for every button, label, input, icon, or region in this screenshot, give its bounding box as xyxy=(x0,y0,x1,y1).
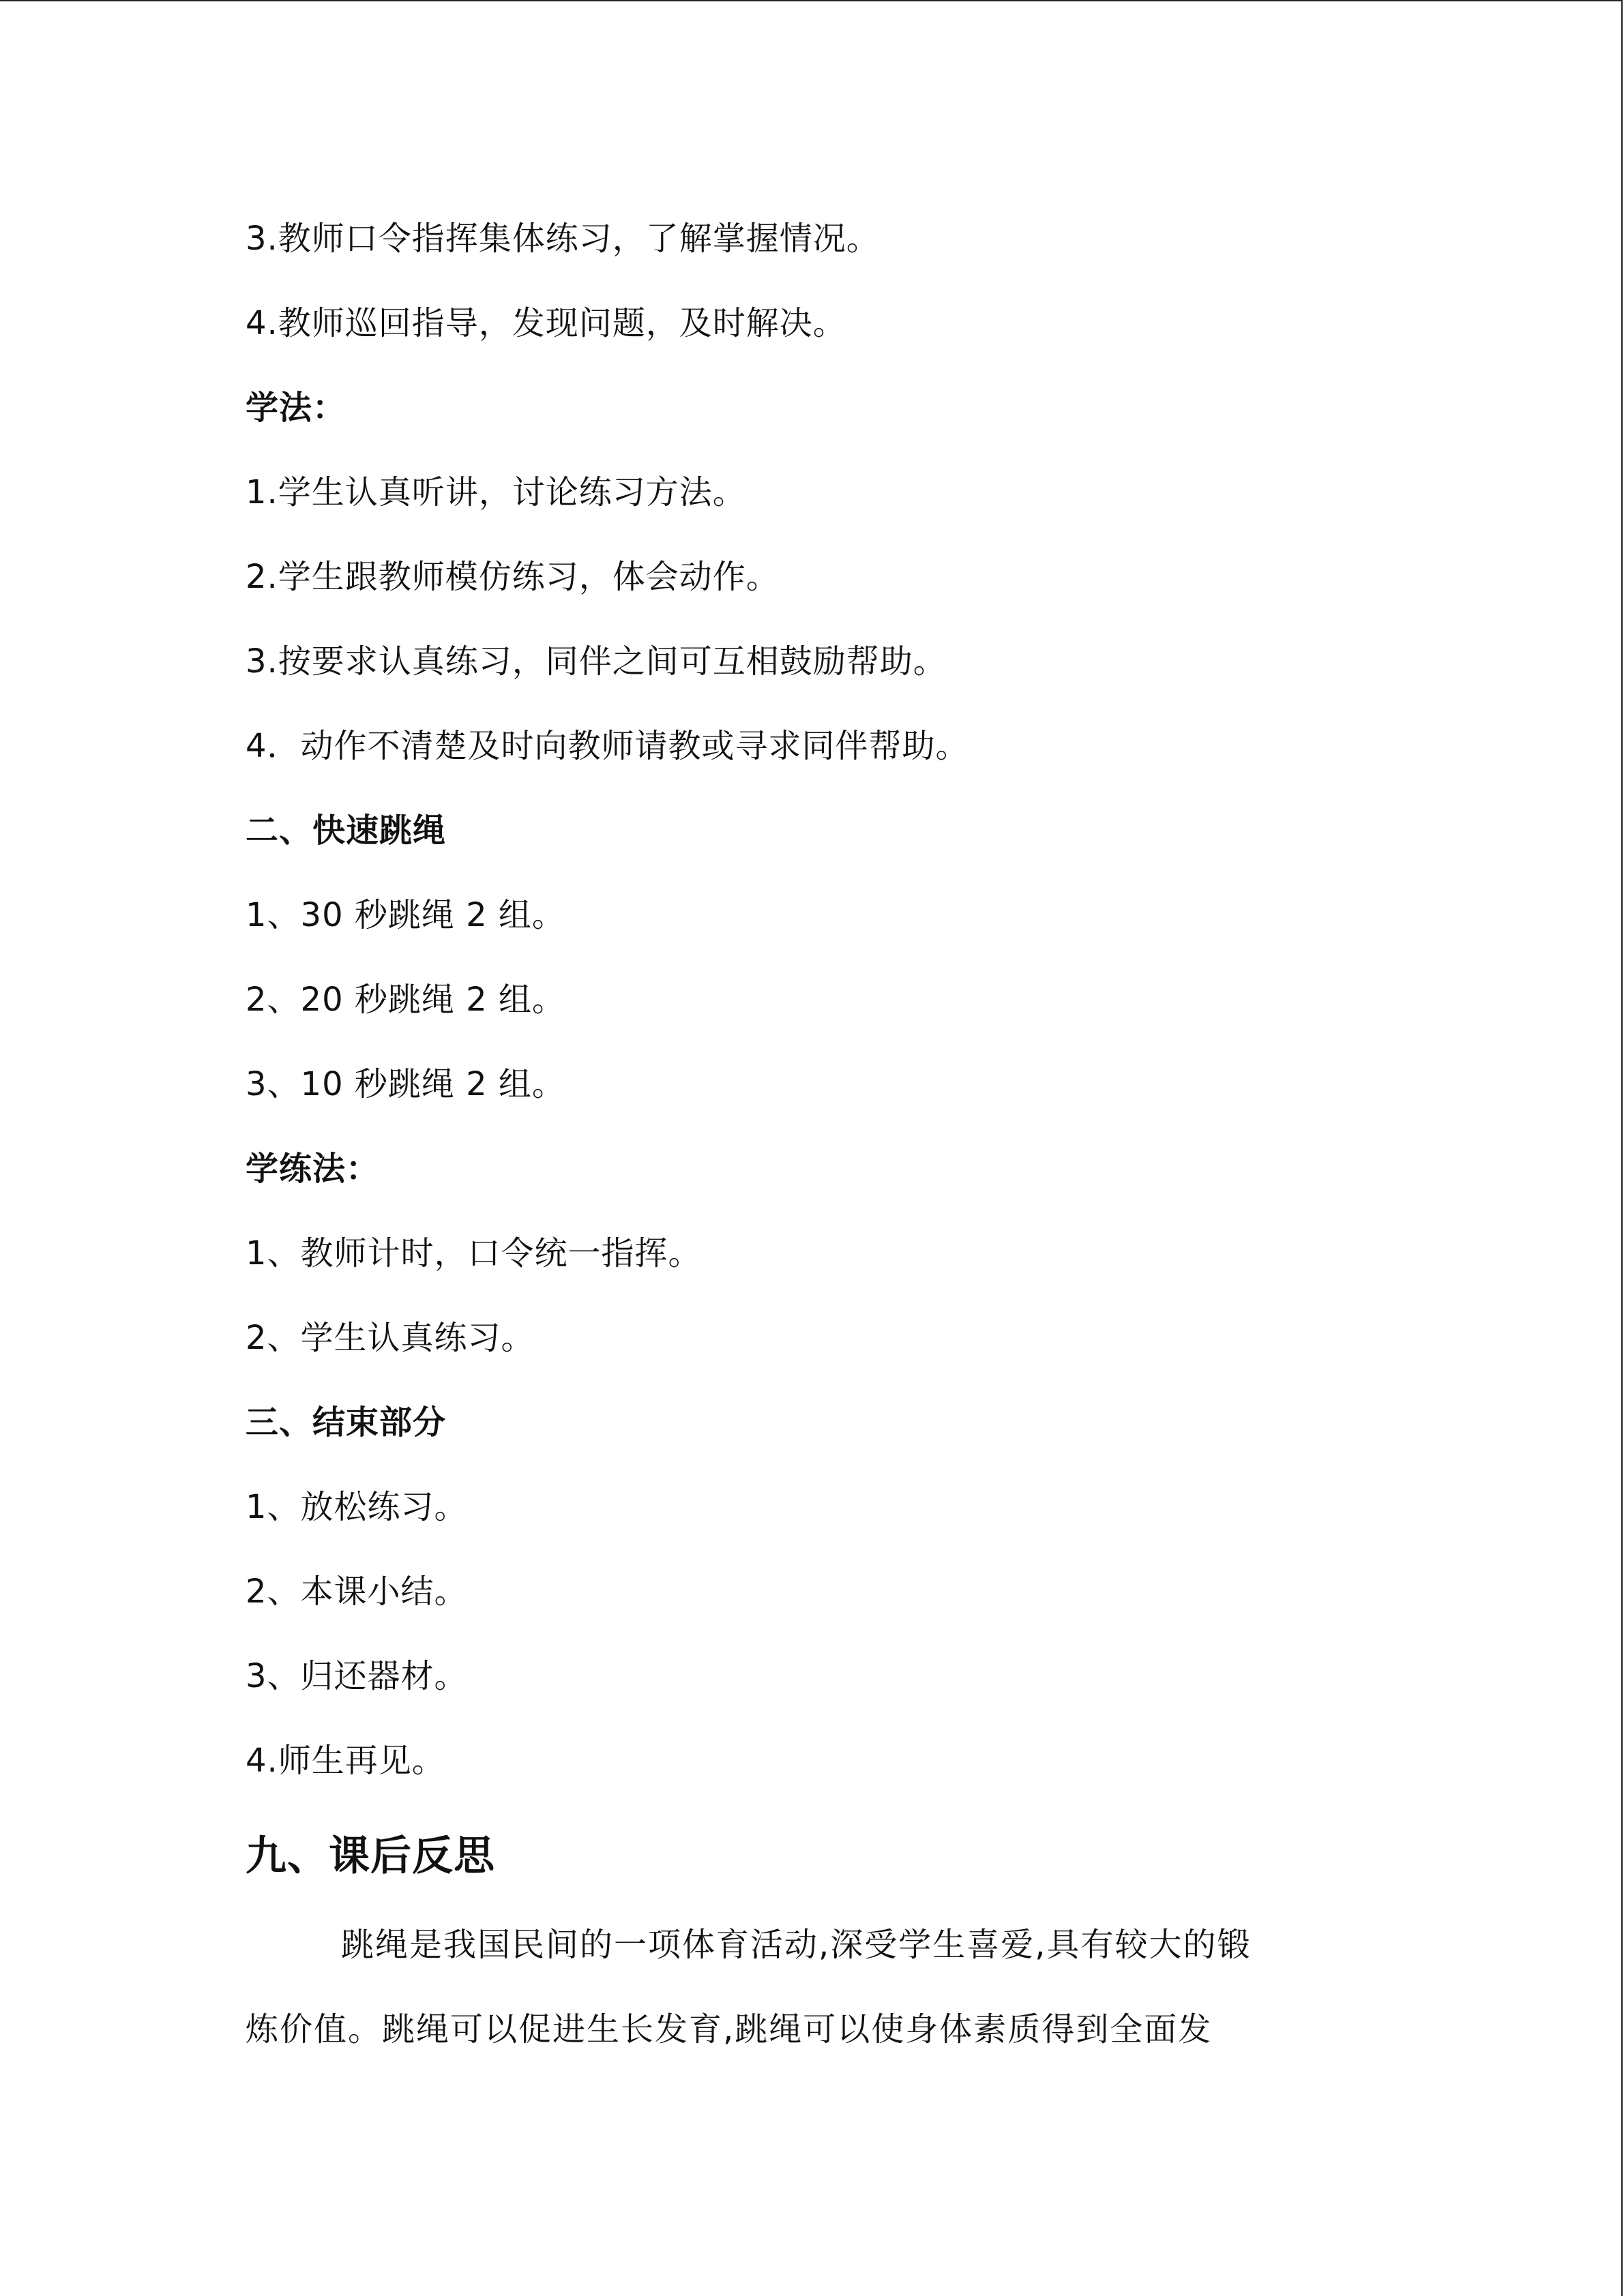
section-heading: 九、课后反思 xyxy=(246,1832,495,1880)
text-line: 1.学生认真听讲，讨论练习方法。 xyxy=(246,473,746,511)
text-line: 1、教师计时，口令统一指挥。 xyxy=(246,1234,702,1272)
subheading: 学练法： xyxy=(246,1150,380,1188)
text-line: 2、20 秒跳绳 2 组。 xyxy=(246,981,565,1019)
text-line: 1、放松练习。 xyxy=(246,1488,468,1526)
paragraph-line: 跳绳是我国民间的一项体育活动,深受学生喜爱,具有较大的锻 xyxy=(341,1926,1252,1964)
subheading: 学法： xyxy=(246,389,346,427)
text-line: 3.教师口令指挥集体练习，了解掌握情况。 xyxy=(246,220,880,258)
subheading: 二、快速跳绳 xyxy=(246,811,447,850)
paragraph-line: 炼价值。跳绳可以促进生长发育,跳绳可以使身体素质得到全面发 xyxy=(246,2010,1213,2048)
text-line: 3、10 秒跳绳 2 组。 xyxy=(246,1065,565,1103)
subheading: 三、结束部分 xyxy=(246,1403,447,1442)
reflection-paragraph xyxy=(246,1903,1378,2072)
text-line: 4.师生再见。 xyxy=(246,1742,445,1780)
text-line: 1、30 秒跳绳 2 组。 xyxy=(246,896,565,934)
text-line: 3、归还器材。 xyxy=(246,1657,468,1695)
text-line: 4.教师巡回指导，发现问题，及时解决。 xyxy=(246,304,846,342)
text-line: 3.按要求认真练习，同伴之间可互相鼓励帮助。 xyxy=(246,642,947,681)
text-line: 4．动作不清楚及时向教师请教或寻求同伴帮助。 xyxy=(246,727,969,765)
text-line: 2、本课小结。 xyxy=(246,1572,468,1611)
text-line: 2、学生认真练习。 xyxy=(246,1319,535,1357)
text-line: 2.学生跟教师模仿练习，体会动作。 xyxy=(246,558,780,596)
